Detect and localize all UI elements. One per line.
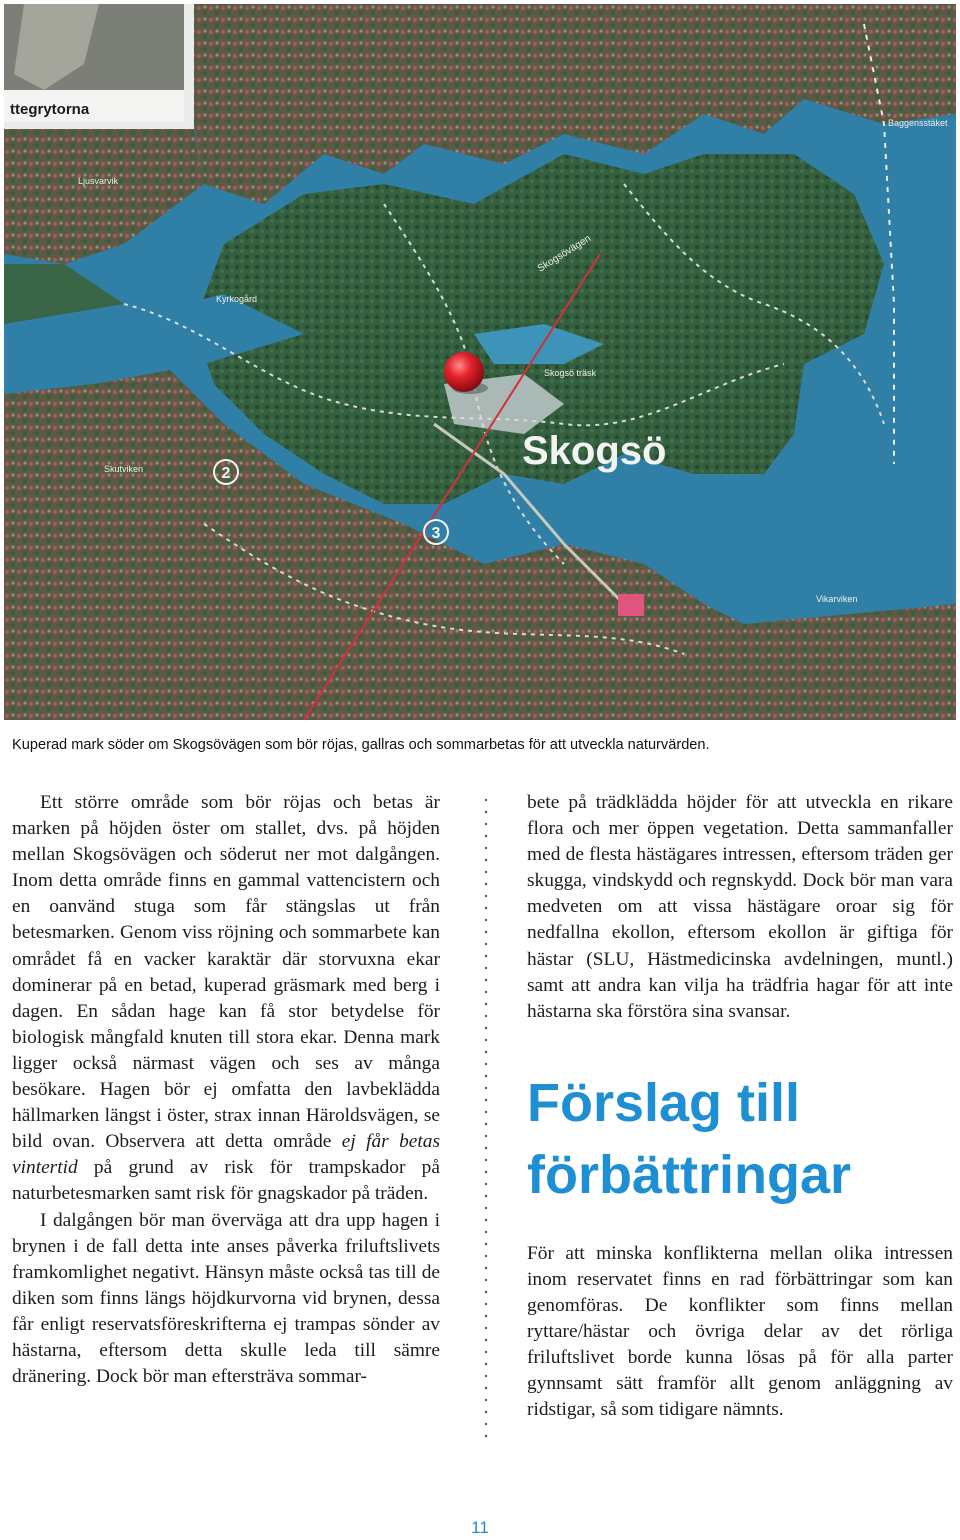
right-paragraph-1: bete på trädklädda höjder för att utveckla en rikare flora och mer öppen vegetation. Detta sammanfaller med de flesta hästägares intressen, eftersom träden ger skugga, vindskydd och regnskydd. Dock bör man vara medveten om att vissa hästägare oroar sig för nedfallna ekollon, eftersom ekollon är giftiga för hästar (SLU, Hästmedicinska avdelningen, muntl.) samt att andra kan vilja ha trädfria hagar för att inte hästarna ska förstöra sina svansar. — [527, 792, 953, 1022]
map-photo — [4, 4, 956, 720]
map-label-skutviken: Skutviken — [104, 464, 144, 474]
map-label-skogso: Skogsö — [522, 429, 667, 473]
page-number: 11 — [471, 1518, 489, 1537]
left-paragraph-2: I dalgången bör man överväga att dra upp hagen i brynen i de fall detta inte anses påverka friluftslivets framkomlighet negativt. Hänsyn måste också tas till de diken som finns längs höjdkurvorna vid brynen, dessa får enligt reservatsföreskrifterna ej trampas sönder av hästarna, eftersom detta skulle leda till sämre dränering. Dock bör man eftersträva sommar- — [12, 1209, 440, 1388]
map-label-baggensstaket: Baggensstäket — [888, 118, 948, 128]
building-marker — [618, 594, 644, 616]
map-label-topleft: ttegrytorna — [10, 101, 90, 118]
emphasis-text: ej får betas vintertid — [12, 1131, 440, 1179]
map-label-ljusvarvik: Ljusvarvik — [78, 176, 119, 186]
photo-caption: Kuperad mark söder om Skogsövägen som bör röjas, gallras och sommarbetas för att utveckla naturvärden. — [12, 737, 710, 753]
column-divider — [484, 794, 488, 1444]
section-heading: Förslag till förbättringar — [527, 1072, 851, 1205]
svg-text:2: 2 — [221, 465, 231, 482]
poster-panel — [4, 4, 194, 129]
left-paragraph-1: Ett större område som bör röjas och betas är marken på höjden öster om stallet, dvs. på höjden mellan Skogsövägen och söderut ner mot dalgången. Inom detta område finns en gammal vattencistern och en oanvänd stuga som får stängslas ut från betesmarken. Genom viss röjning och sommarbete kan området få en vacker karaktär där storvuxna ekar dominerar på en betad, kuperad gräsmark med berg i dagen. En sådan hage kan få stor betydelse för biologisk mångfald knuten till stora ekar. Denna mark ligger också närmast vägen och ses av många besökare. Hagen bör ej omfatta den lavbeklädda hällmarken längst i öster, strax innan Häroldsvägen, se bild ovan. Observera att detta område ej får betas vintertid på grund av risk för trampskador på naturbetesmarken samt risk för gnagskador på träden. — [12, 792, 440, 1205]
map-label-skogsvagen: Skogsövägen — [535, 233, 593, 275]
map-label-trask: Skogsö träsk — [544, 368, 597, 378]
svg-text:3: 3 — [431, 525, 441, 542]
map-label-kyrka: Kyrkogård — [216, 294, 258, 304]
right-paragraph-2: För att minska konflikterna mellan olika intressen inom reservatet finns en rad förbättringar som kan genomföras. De konflikter som finns mellan ryttare/hästar och övriga delar av det rörliga friluftslivet borde kunna lösas på för alla parter gynnsamt sätt framför allt genom anläggning av ridstigar, så som tidigare nämnts. — [527, 1242, 953, 1421]
right-text-column — [527, 790, 953, 1424]
left-text-column — [12, 790, 440, 1390]
map-label-vikarviken: Vikarviken — [816, 594, 858, 604]
